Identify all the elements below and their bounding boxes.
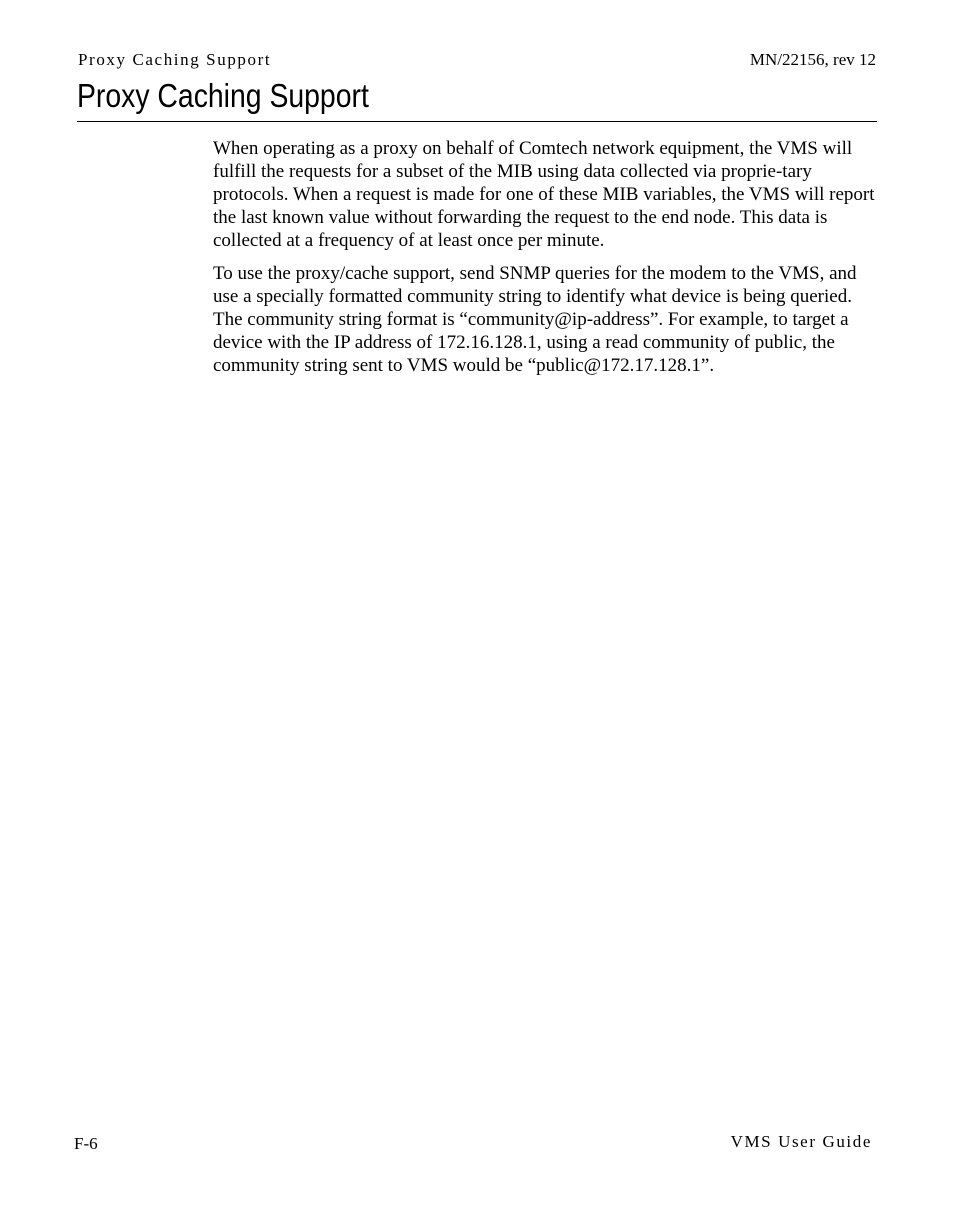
running-header-section: Proxy Caching Support (78, 50, 272, 69)
running-header (78, 50, 876, 72)
footer-guide-title: VMS User Guide (730, 1132, 872, 1151)
body-text (213, 137, 875, 387)
document-number: MN/22156, rev 12 (749, 50, 876, 69)
page-title: Proxy Caching Support (77, 77, 369, 114)
title-divider (77, 121, 877, 122)
paragraph-proxy-operation: When operating as a proxy on behalf of Comtech network equipment, the VMS will fulfill the requests for a subset of the MIB using data collected via proprie-tary protocols. When a request is made for one of these MIB variables, the VMS will report the last known value without forwarding the request to the end node. This data is collected at a frequency of at least once per minute. (213, 138, 875, 251)
page-number: F-6 (74, 1134, 98, 1153)
paragraph-community-string: To use the proxy/cache support, send SNMP queries for the modem to the VMS, and use a specially formatted community string to identify what device is being queried. The community string format is “community@ip-address”. For example, to target a device with the IP address of 172.16.128.1, using a read community of public, the community string sent to VMS would be “public@172.17.128.1”. (213, 263, 857, 376)
